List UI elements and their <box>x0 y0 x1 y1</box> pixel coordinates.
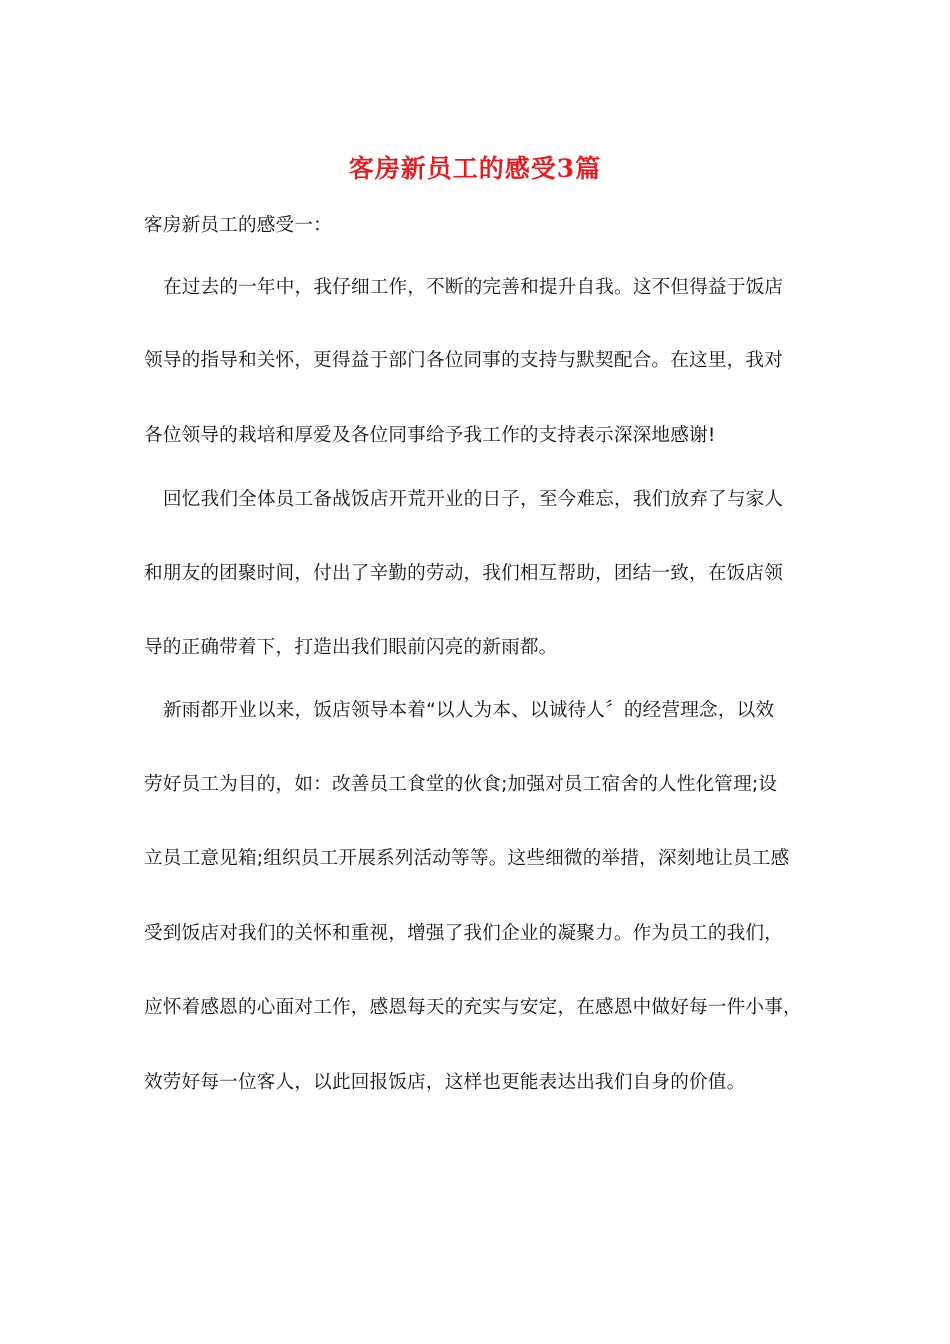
paragraph-line: 应怀着感恩的心面对工作，感恩每天的充实与安定，在感恩中做好每一件小事， <box>144 997 802 1018</box>
section-heading: 客房新员工的感受一： <box>144 215 332 236</box>
paragraph-line: 劳好员工为目的，如：改善员工食堂的伙食;加强对员工宿舍的人性化管理;设 <box>144 774 778 795</box>
paragraph-line: 回忆我们全体员工备战饭店开荒开业的日子，至今难忘，我们放弃了与家人 <box>163 489 784 510</box>
document-title: 客房新员工的感受3篇 <box>348 154 602 183</box>
paragraph-line: 各位领导的栽培和厚爱及各位同事给予我工作的支持表示深深地感谢! <box>144 425 716 446</box>
paragraph-line: 受到饭店对我们的关怀和重视，增强了我们企业的凝聚力。作为员工的我们， <box>144 923 783 944</box>
paragraph-line: 新雨都开业以来，饭店领导本着“以人为本、以诚待人〞的经营理念，以效 <box>163 700 775 721</box>
paragraph-line: 导的正确带着下，打造出我们眼前闪亮的新雨都。 <box>144 637 558 658</box>
paragraph-line: 领导的指导和关怀，更得益于部门各位同事的支持与默契配合。在这里，我对 <box>144 350 783 371</box>
paragraph-line: 立员工意见箱;组织员工开展系列活动等等。这些细微的举措，深刻地让员工感 <box>144 848 790 869</box>
paragraph-line: 效劳好每一位客人，以此回报饭店，这样也更能表达出我们自身的价值。 <box>144 1072 746 1093</box>
paragraph-line: 和朋友的团聚时间，付出了辛勤的劳动，我们相互帮助，团结一致，在饭店领 <box>144 563 783 584</box>
paragraph-line: 在过去的一年中，我仔细工作，不断的完善和提升自我。这不但得益于饭店 <box>163 277 784 298</box>
